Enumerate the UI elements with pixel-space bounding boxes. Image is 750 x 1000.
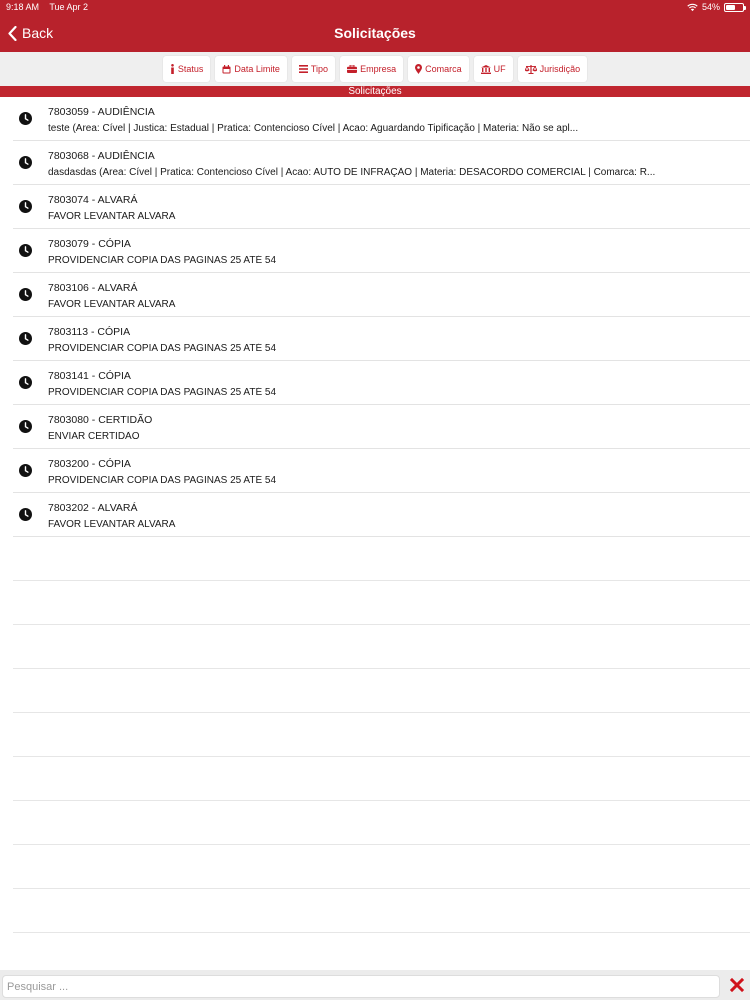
empty-row [13, 625, 750, 669]
list-item[interactable] [13, 361, 750, 405]
item-description: ENVIAR CERTIDÃO [48, 431, 140, 442]
list-item[interactable] [13, 97, 750, 141]
filter-uf-button[interactable] [474, 56, 513, 82]
item-title: 7803141 - CÓPIA [48, 370, 131, 382]
empty-row [13, 889, 750, 933]
status-date: Tue Apr 2 [49, 2, 89, 12]
filter-tipo-button[interactable] [292, 56, 335, 82]
clock-icon [19, 420, 32, 433]
clock-icon [19, 244, 32, 257]
request-list [0, 97, 750, 933]
empty-row [13, 757, 750, 801]
item-title: 7803079 - CÓPIA [48, 238, 131, 250]
list-icon [299, 65, 308, 73]
item-title: 7803202 - ALVARÁ [48, 502, 138, 514]
filter-comarca-label: Comarca [425, 64, 462, 74]
filter-jurisdicao-label: Jurisdição [539, 64, 581, 74]
list-item[interactable] [13, 317, 750, 361]
calendar-icon [222, 65, 231, 74]
item-description: FAVOR LEVANTAR ALVARA [48, 299, 176, 310]
filter-empresa-button[interactable] [340, 56, 403, 82]
list-item[interactable] [13, 185, 750, 229]
bank-icon [481, 65, 491, 74]
item-title: 7803113 - CÓPIA [48, 326, 131, 338]
filter-toolbar [0, 52, 750, 86]
list-item[interactable] [13, 229, 750, 273]
chevron-left-icon [8, 26, 17, 41]
list-item[interactable] [13, 493, 750, 537]
item-title: 7803106 - ALVARÁ [48, 282, 138, 294]
item-title: 7803074 - ALVARÁ [48, 194, 138, 206]
clock-icon [19, 332, 32, 345]
filter-uf-label: UF [493, 64, 506, 74]
map-marker-icon [415, 64, 422, 74]
battery-icon [724, 3, 744, 12]
list-item[interactable] [13, 449, 750, 493]
empty-row [13, 581, 750, 625]
item-description: PROVIDENCIAR COPIA DAS PAGINAS 25 ATÉ 54 [48, 255, 277, 266]
back-button[interactable] [8, 22, 53, 44]
item-description: FAVOR LEVANTAR ALVARA [48, 519, 176, 530]
back-label: Back [22, 25, 54, 41]
empty-row [13, 669, 750, 713]
item-description: PROVIDENCIAR COPIA DAS PAGINAS 25 ATÉ 54 [48, 387, 277, 398]
item-title: 7803200 - CÓPIA [48, 458, 131, 470]
item-title: 7803068 - AUDIÊNCIA [48, 150, 155, 162]
item-description: dasdasdas (Area: Cível | Pratica: Contencioso Cível | Acao: AUTO DE INFRAÇÃO | Materia: DESACORDO COMERCIAL | Comarca: R... [48, 167, 656, 178]
filter-status-label: Status [177, 64, 204, 74]
clock-icon [19, 112, 32, 125]
clock-icon [19, 156, 32, 169]
section-header: Solicitações [0, 86, 750, 97]
filter-jurisdicao-button[interactable] [518, 56, 588, 82]
clock-icon [19, 464, 32, 477]
battery-percent: 54% [701, 2, 720, 12]
empty-row [13, 845, 750, 889]
page-title: Solicitações [334, 25, 416, 41]
filter-comarca-button[interactable] [408, 56, 469, 82]
nav-header [0, 0, 750, 52]
filter-data-limite-label: Data Limite [234, 64, 280, 74]
clock-icon [19, 200, 32, 213]
empty-row [13, 801, 750, 845]
briefcase-icon [347, 65, 357, 73]
item-description: FAVOR LEVANTAR ALVARA [48, 211, 176, 222]
filter-data-limite-button[interactable] [215, 56, 287, 82]
item-description: PROVIDENCIAR COPIA DAS PAGINAS 25 ATÉ 54 [48, 475, 277, 486]
item-title: 7803059 - AUDIÊNCIA [48, 106, 155, 118]
clock-icon [19, 376, 32, 389]
item-description: PROVIDENCIAR COPIA DAS PAGINAS 25 ATÉ 54 [48, 343, 277, 354]
status-time: 9:18 AM [6, 2, 40, 12]
item-title: 7803080 - CERTIDÃO [48, 414, 153, 426]
filter-status-button[interactable] [163, 56, 211, 82]
info-icon [170, 64, 175, 74]
status-bar [0, 0, 750, 14]
filter-tipo-label: Tipo [310, 64, 329, 74]
wifi-icon [687, 3, 698, 12]
clock-icon [19, 508, 32, 521]
clock-icon [19, 288, 32, 301]
empty-row [13, 537, 750, 581]
search-input[interactable] [2, 975, 720, 998]
list-item[interactable] [13, 141, 750, 185]
search-bar [0, 970, 750, 1000]
list-item[interactable] [13, 273, 750, 317]
filter-empresa-label: Empresa [360, 64, 397, 74]
list-item[interactable] [13, 405, 750, 449]
empty-row [13, 713, 750, 757]
scale-icon [525, 65, 537, 74]
item-description: teste (Area: Cível | Justica: Estadual | Pratica: Contencioso Cível | Acao: Aguardando Tipificação | Materia: Não se apl... [48, 123, 579, 134]
clear-search-icon[interactable] [730, 978, 744, 992]
